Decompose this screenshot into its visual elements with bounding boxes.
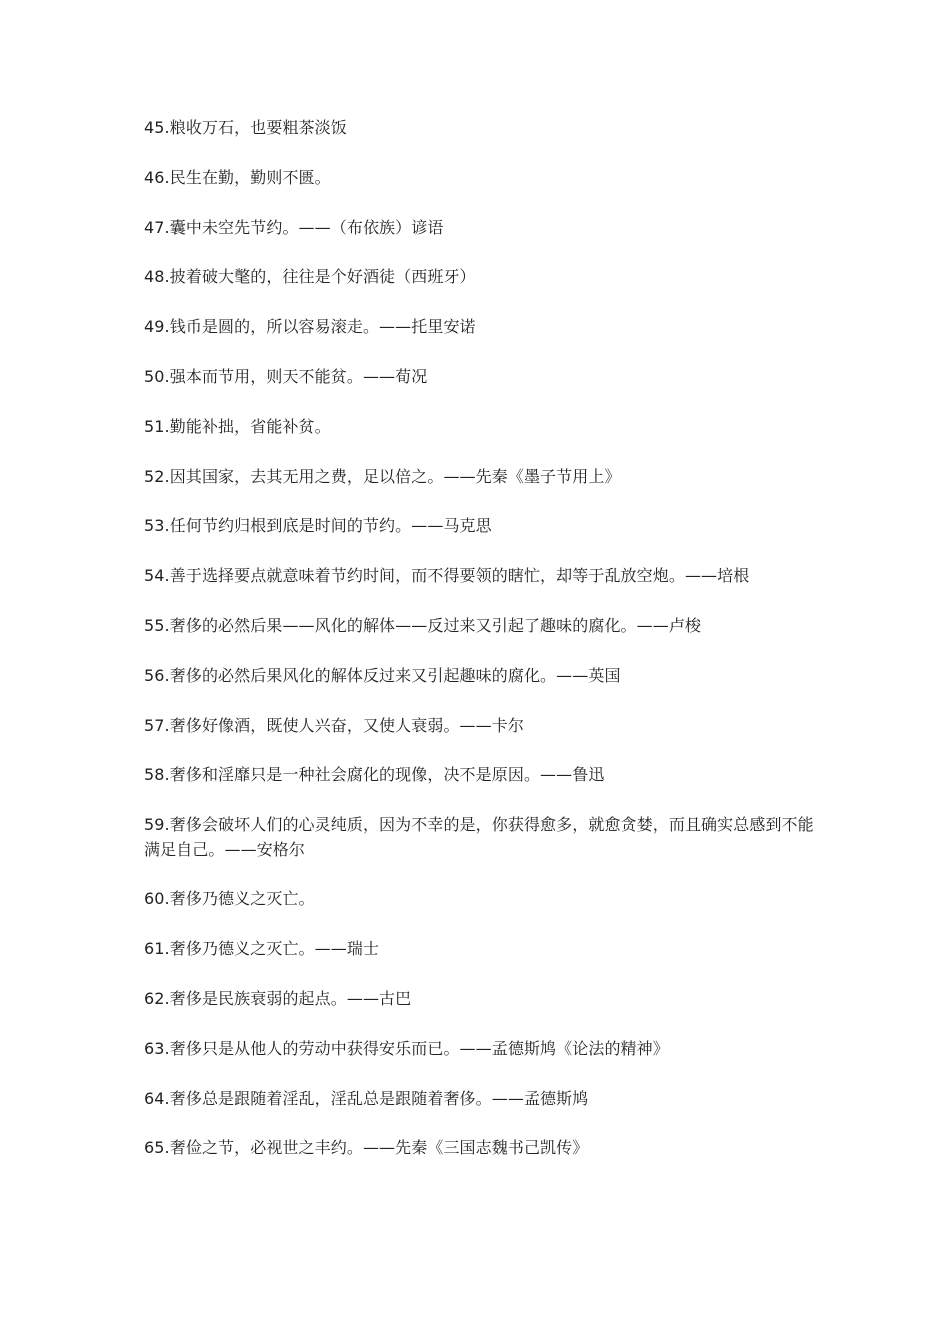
quote-line: 48.披着破大氅的，往往是个好酒徒（西班牙） xyxy=(144,267,476,287)
quote-line: 60.奢侈乃德义之灭亡。 xyxy=(144,889,315,909)
quote-line: 65.奢俭之节，必视世之丰约。——先秦《三国志魏书己凯传》 xyxy=(144,1138,589,1158)
quote-list xyxy=(144,116,814,1186)
quote-line: 62.奢侈是民族衰弱的起点。——古巴 xyxy=(144,989,412,1009)
quote-line: 47.囊中未空先节约。——（布依族）谚语 xyxy=(144,217,444,237)
quote-line: 53.任何节约归根到底是时间的节约。——马克思 xyxy=(144,516,492,536)
quote-line: 50.强本而节用，则天不能贫。——荀况 xyxy=(144,366,428,386)
quote-line: 59.奢侈会破坏人们的心灵纯质，因为不幸的是，你获得愈多，就愈贪婪，而且确实总感到不能满足自己。——安格尔 xyxy=(144,815,814,859)
quote-line: 61.奢侈乃德义之灭亡。——瑞士 xyxy=(144,939,380,959)
quote-line: 49.钱币是圆的，所以容易滚走。——托里安诺 xyxy=(144,317,476,337)
quote-line: 46.民生在勤，勤则不匮。 xyxy=(144,167,331,187)
quote-line: 54.善于选择要点就意味着节约时间，而不得要领的瞎忙，却等于乱放空炮。——培根 xyxy=(144,566,750,586)
quote-line: 58.奢侈和淫靡只是一种社会腐化的现像，决不是原因。——鲁迅 xyxy=(144,765,605,785)
quote-line: 51.勤能补拙，省能补贫。 xyxy=(144,416,331,436)
quote-line: 57.奢侈好像酒，既使人兴奋，又使人衰弱。——卡尔 xyxy=(144,715,524,735)
quote-line: 45.粮收万石，也要粗茶淡饭 xyxy=(144,118,347,137)
quote-line: 56.奢侈的必然后果风化的解体反过来又引起趣味的腐化。——英国 xyxy=(144,665,621,685)
quote-line: 52.因其国家，去其无用之费，足以倍之。——先秦《墨子节用上》 xyxy=(144,466,621,486)
quote-line: 63.奢侈只是从他人的劳动中获得安乐而已。——孟德斯鸠《论法的精神》 xyxy=(144,1038,669,1058)
quote-line: 64.奢侈总是跟随着淫乱，淫乱总是跟随着奢侈。——孟德斯鸠 xyxy=(144,1088,589,1108)
quote-line: 55.奢侈的必然后果——风化的解体——反过来又引起了趣味的腐化。——卢梭 xyxy=(144,615,702,635)
